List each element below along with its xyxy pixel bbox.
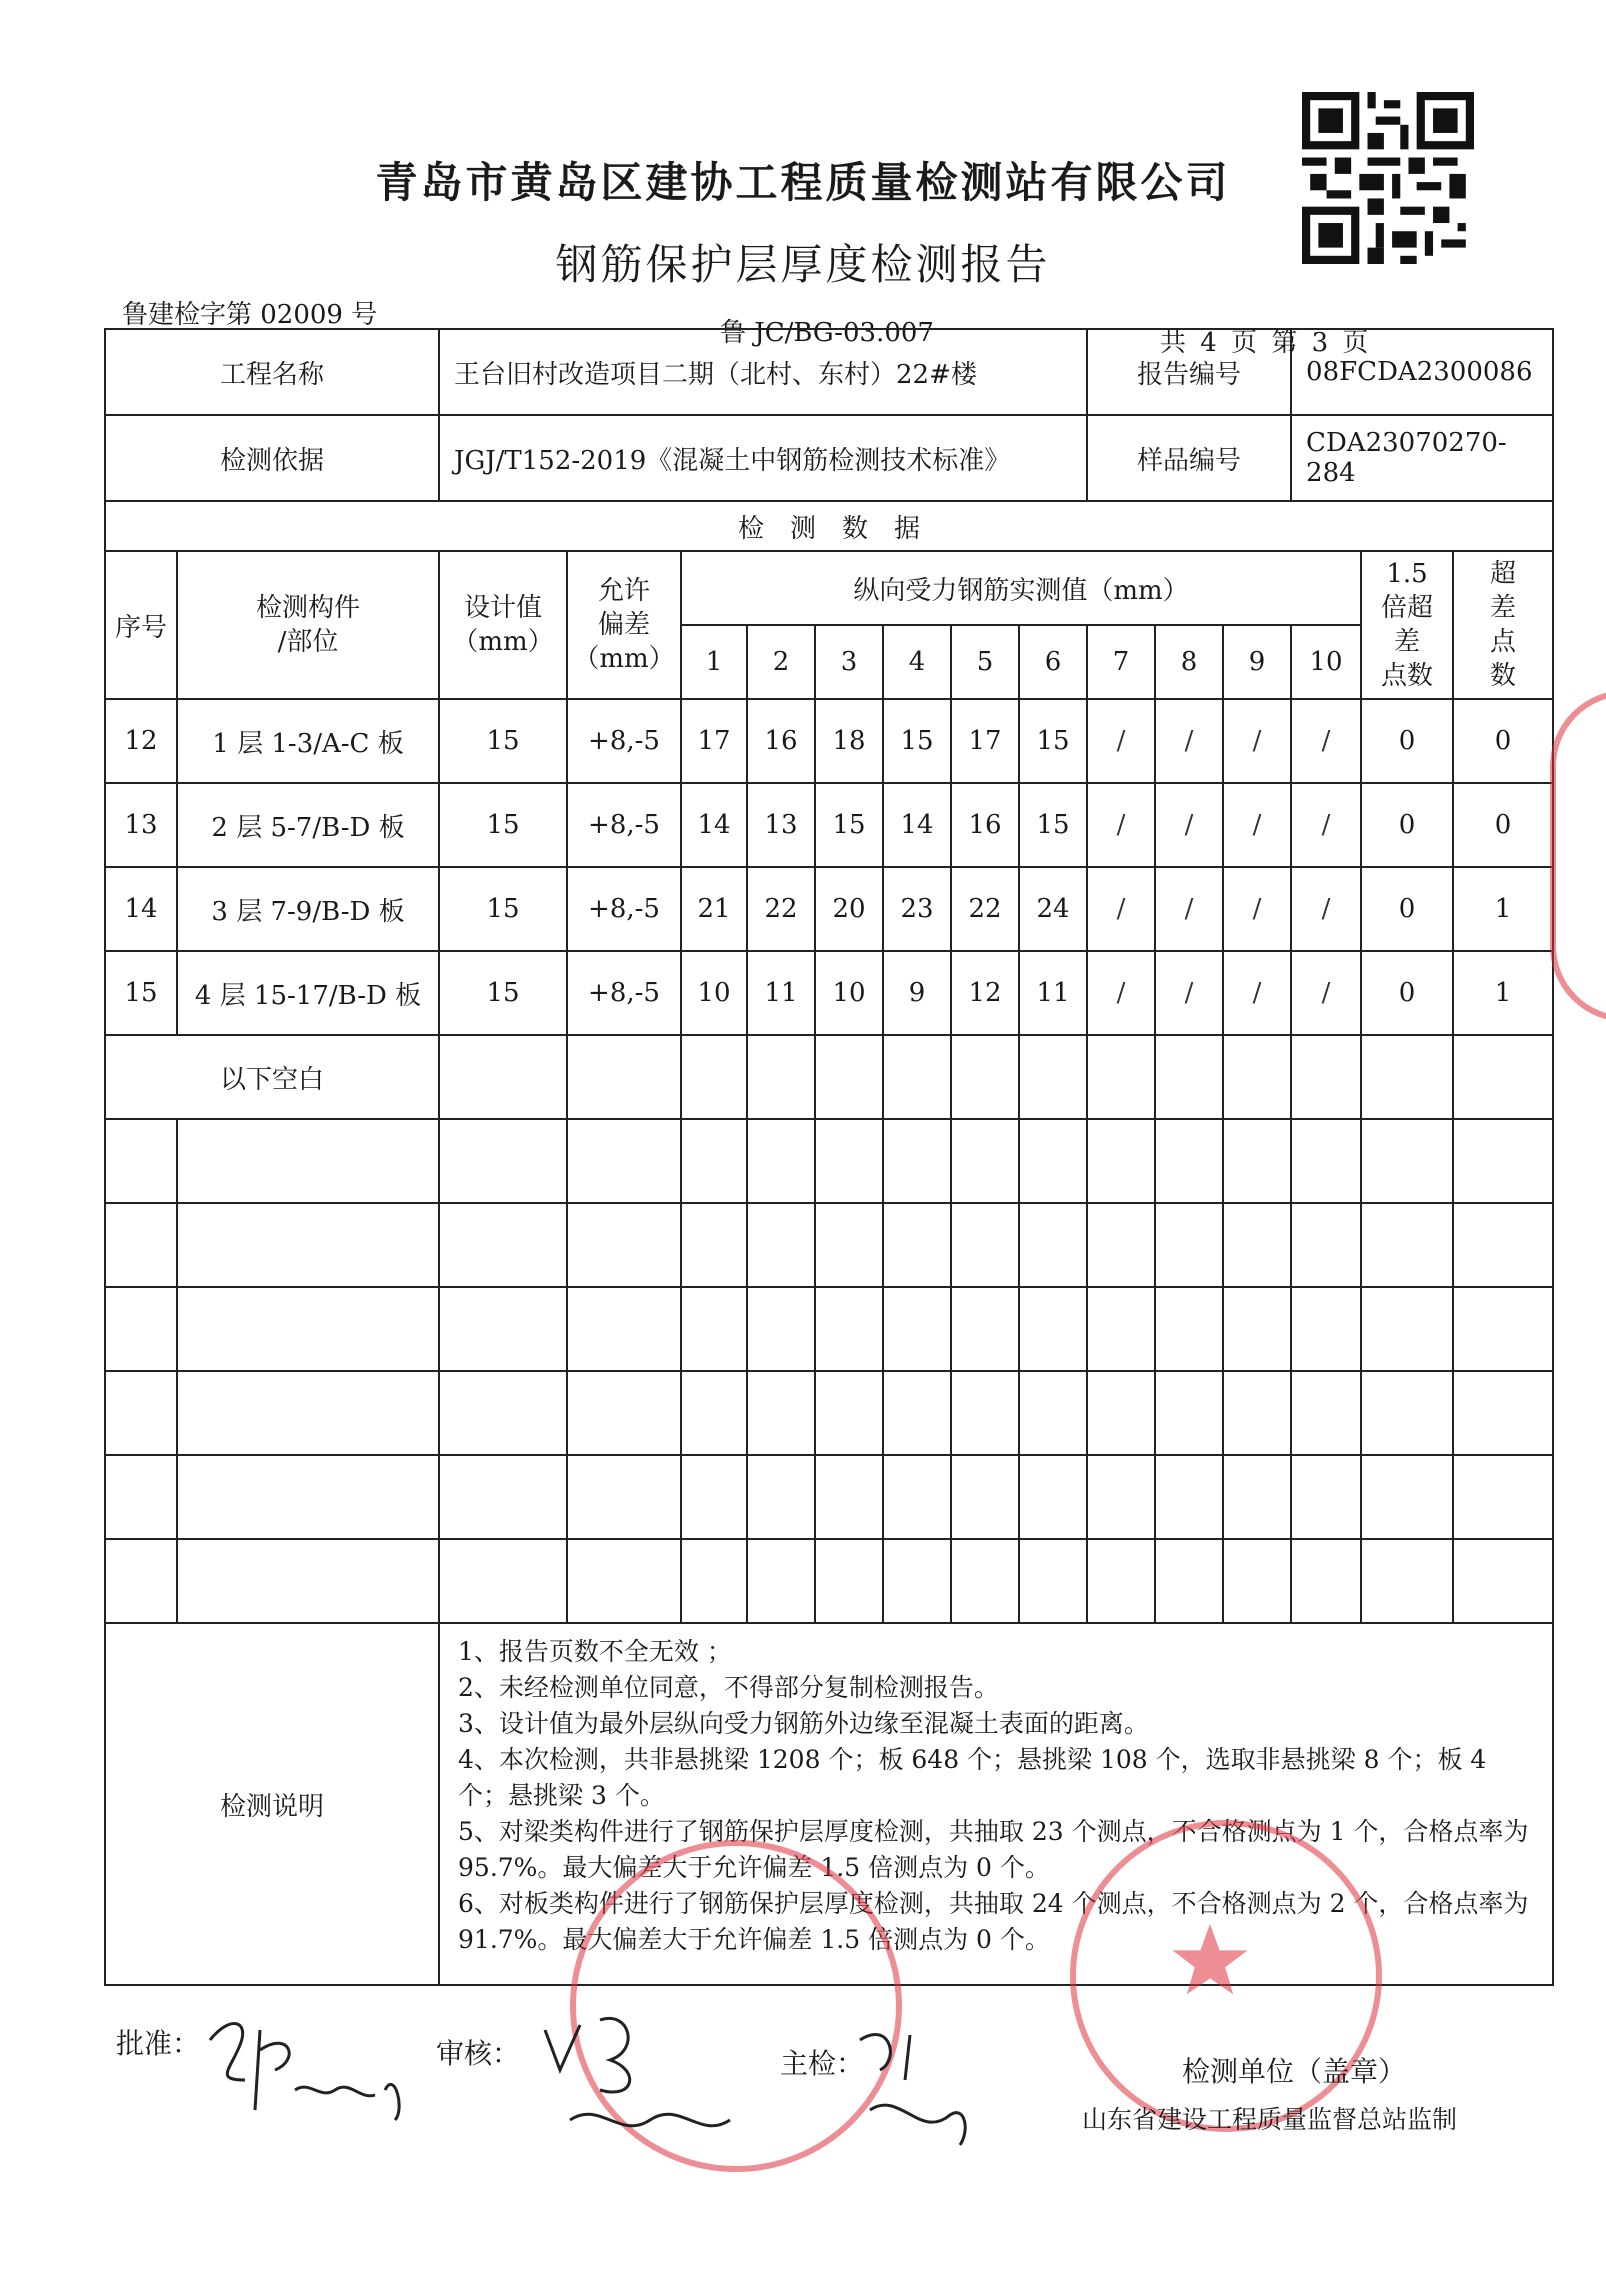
row-value: / — [1087, 783, 1155, 867]
col-over-line4: 数 — [1490, 661, 1517, 691]
review-label: 审核： — [436, 2037, 521, 2070]
note-line: 6、对板类构件进行了钢筋保护层厚度检测，共抽取 24 个测点，不合格测点为 2 个，合格点率为 91.7%。最大偏差大于允许偏差 1.5 倍测点为 0 个。 — [458, 1889, 1529, 1954]
star-icon — [1170, 1920, 1250, 2000]
row-value: 23 — [883, 867, 951, 951]
row-value: 10 — [681, 951, 747, 1035]
col-tol-line3: （mm） — [573, 644, 675, 674]
col-over-line2: 差 — [1490, 593, 1517, 623]
row-design: 15 — [439, 867, 567, 951]
approve-signature-icon — [200, 2010, 410, 2130]
col-point-2: 2 — [747, 625, 815, 699]
col-point-4: 4 — [883, 625, 951, 699]
row-value: 11 — [1019, 951, 1087, 1035]
row-value: / — [1223, 867, 1291, 951]
col-point-9: 9 — [1223, 625, 1291, 699]
col-seq: 序号 — [105, 551, 177, 699]
row-tolerance: +8,-5 — [567, 951, 681, 1035]
row-value: 15 — [883, 699, 951, 783]
row-over: 0 — [1453, 783, 1553, 867]
row-value: 22 — [747, 867, 815, 951]
row-value: / — [1087, 951, 1155, 1035]
note-line: 4、本次检测，共非悬挑梁 1208 个；板 648 个；悬挑梁 108 个，选取非悬挑梁 8 个；板 4 个；悬挑梁 3 个。 — [458, 1745, 1487, 1810]
row-value: 11 — [747, 951, 815, 1035]
section-title: 检 测 数 据 — [105, 501, 1553, 551]
col-tol-line1: 允许 — [598, 576, 651, 606]
sample-no-value: CDA23070270-284 — [1291, 415, 1553, 501]
empty-row — [105, 1287, 1553, 1371]
review-signature-icon — [540, 2010, 760, 2160]
col-over15-line1: 1.5 — [1386, 559, 1428, 589]
row-over15: 0 — [1361, 951, 1453, 1035]
testing-unit-seal-label: 检测单位（盖章） — [1182, 2055, 1407, 2088]
inspect-signature-icon — [850, 2020, 980, 2150]
row-design: 15 — [439, 699, 567, 783]
row-value: / — [1223, 783, 1291, 867]
row-member: 1 层 1-3/A-C 板 — [177, 699, 439, 783]
info-row-project — [105, 329, 1553, 415]
table-row — [105, 699, 1553, 783]
row-over15: 0 — [1361, 699, 1453, 783]
form-code: 鲁 JC/BG-03.007 — [720, 318, 934, 348]
section-title-row — [105, 501, 1553, 551]
row-tolerance: +8,-5 — [567, 783, 681, 867]
col-over15-line4: 点数 — [1381, 661, 1434, 691]
empty-row — [105, 1203, 1553, 1287]
row-value: / — [1155, 951, 1223, 1035]
row-value: / — [1291, 783, 1361, 867]
row-value: 15 — [815, 783, 883, 867]
row-tolerance: +8,-5 — [567, 699, 681, 783]
report-no-label: 报告编号 — [1087, 329, 1291, 415]
row-over: 1 — [1453, 867, 1553, 951]
sample-no-label: 样品编号 — [1087, 415, 1291, 501]
col-point-5: 5 — [951, 625, 1019, 699]
row-seq: 13 — [105, 783, 177, 867]
table-row — [105, 783, 1553, 867]
col-tolerance — [567, 551, 681, 699]
row-value: / — [1155, 699, 1223, 783]
blank-note-row — [105, 1035, 1553, 1119]
row-value: 10 — [815, 951, 883, 1035]
row-value: 18 — [815, 699, 883, 783]
row-member: 4 层 15-17/B-D 板 — [177, 951, 439, 1035]
header-row-1 — [105, 551, 1553, 625]
row-value: 15 — [1019, 699, 1087, 783]
table-row — [105, 867, 1553, 951]
report-no-value: 08FCDA2300086 — [1291, 329, 1553, 415]
project-label: 工程名称 — [105, 329, 439, 415]
blank-note: 以下空白 — [105, 1035, 439, 1119]
col-measured: 纵向受力钢筋实测值（mm） — [681, 551, 1361, 625]
row-seq: 15 — [105, 951, 177, 1035]
col-design — [439, 551, 567, 699]
col-point-7: 7 — [1087, 625, 1155, 699]
col-member-line2: /部位 — [277, 627, 339, 657]
col-design-line2: （mm） — [452, 627, 554, 657]
seal-stamp-icon — [1550, 690, 1606, 1022]
row-value: 20 — [815, 867, 883, 951]
table-row — [105, 951, 1553, 1035]
row-value: / — [1291, 951, 1361, 1035]
row-value: 16 — [747, 699, 815, 783]
page-indicator: 共 4 页 第 3 页 — [1160, 328, 1369, 358]
row-value: / — [1223, 699, 1291, 783]
row-value: 12 — [951, 951, 1019, 1035]
row-over: 1 — [1453, 951, 1553, 1035]
col-member-line1: 检测构件 — [256, 593, 361, 623]
project-value: 王台旧村改造项目二期（北村、东村）22#楼 — [439, 329, 1087, 415]
empty-row — [105, 1455, 1553, 1539]
inspect-label: 主检： — [780, 2047, 865, 2080]
row-over15: 0 — [1361, 783, 1453, 867]
notes-label: 检测说明 — [105, 1623, 439, 1985]
col-design-line1: 设计值 — [464, 593, 543, 623]
row-design: 15 — [439, 783, 567, 867]
row-value: 13 — [747, 783, 815, 867]
empty-row — [105, 1539, 1553, 1623]
row-value: 14 — [883, 783, 951, 867]
report-table — [104, 328, 1554, 1986]
report-title: 钢筋保护层厚度检测报告 — [555, 240, 1051, 289]
company-name: 青岛市黄岛区建协工程质量检测站有限公司 — [375, 158, 1231, 207]
row-value: 16 — [951, 783, 1019, 867]
note-line: 5、对梁类构件进行了钢筋保护层厚度检测，共抽取 23 个测点，不合格测点为 1 个，合格点率为 95.7%。最大偏差大于允许偏差 1.5 倍测点为 0 个。 — [458, 1817, 1529, 1882]
row-over: 0 — [1453, 699, 1553, 783]
supervisor-label: 山东省建设工程质量监督总站监制 — [1082, 2105, 1458, 2134]
note-line: 3、设计值为最外层纵向受力钢筋外边缘至混凝土表面的距离。 — [458, 1709, 1149, 1738]
row-design: 15 — [439, 951, 567, 1035]
row-value: 17 — [951, 699, 1019, 783]
row-value: 14 — [681, 783, 747, 867]
certificate-number: 鲁建检字第 02009 号 — [122, 300, 378, 330]
empty-row — [105, 1119, 1553, 1203]
col-over15-line3: 差 — [1394, 627, 1421, 657]
empty-row — [105, 1371, 1553, 1455]
note-line: 2、未经检测单位同意，不得部分复制检测报告。 — [458, 1673, 999, 1702]
row-value: / — [1291, 867, 1361, 951]
row-over15: 0 — [1361, 867, 1453, 951]
row-value: 17 — [681, 699, 747, 783]
note-line: 1、报告页数不全无效 ； — [458, 1637, 732, 1666]
row-value: 22 — [951, 867, 1019, 951]
row-value: 21 — [681, 867, 747, 951]
row-value: / — [1087, 867, 1155, 951]
row-member: 2 层 5-7/B-D 板 — [177, 783, 439, 867]
row-value: 24 — [1019, 867, 1087, 951]
col-over-line3: 点 — [1490, 627, 1517, 657]
row-value: / — [1291, 699, 1361, 783]
info-row-basis — [105, 415, 1553, 501]
row-seq: 12 — [105, 699, 177, 783]
col-over15-line2: 倍超 — [1381, 593, 1434, 623]
row-value: / — [1087, 699, 1155, 783]
col-point-1: 1 — [681, 625, 747, 699]
col-over15 — [1361, 551, 1453, 699]
row-tolerance: +8,-5 — [567, 867, 681, 951]
basis-label: 检测依据 — [105, 415, 439, 501]
qr-code-icon — [1302, 92, 1474, 264]
row-value: / — [1155, 867, 1223, 951]
approve-label: 批准： — [116, 2027, 201, 2060]
basis-value: JGJ/T152-2019《混凝土中钢筋检测技术标准》 — [439, 415, 1087, 501]
col-point-3: 3 — [815, 625, 883, 699]
col-point-10: 10 — [1291, 625, 1361, 699]
row-value: 9 — [883, 951, 951, 1035]
col-over — [1453, 551, 1553, 699]
col-tol-line2: 偏差 — [598, 610, 651, 640]
row-value: 15 — [1019, 783, 1087, 867]
row-seq: 14 — [105, 867, 177, 951]
row-value: / — [1155, 783, 1223, 867]
col-point-6: 6 — [1019, 625, 1087, 699]
col-point-8: 8 — [1155, 625, 1223, 699]
col-over-line1: 超 — [1490, 559, 1517, 589]
row-value: / — [1223, 951, 1291, 1035]
col-member — [177, 551, 439, 699]
row-member: 3 层 7-9/B-D 板 — [177, 867, 439, 951]
